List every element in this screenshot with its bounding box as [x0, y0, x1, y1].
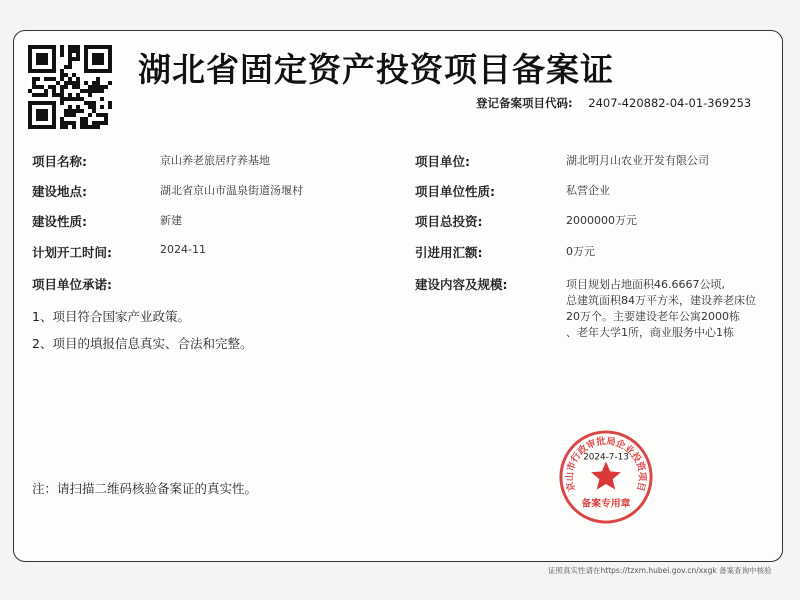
construction-nature-label: 建设性质:	[32, 214, 87, 229]
qr-code[interactable]	[28, 45, 112, 129]
scope-line: 项目规划占地面积46.6667公顷,	[566, 278, 725, 291]
location-label: 建设地点:	[32, 184, 87, 199]
registration-code-label: 登记备案项目代码:	[476, 96, 573, 110]
scope-label: 建设内容及规模:	[415, 277, 508, 292]
project-name-value: 京山养老旅居疗养基地	[160, 154, 270, 167]
footer-verification-text: 证照真实性请在https://tzxm.hubei.gov.cn/xxgk 备案查询中核验	[548, 566, 772, 575]
scope-line: 、老年大学1所，商业服务中心1栋	[566, 326, 734, 339]
commitment-item-1: 1、项目符合国家产业政策。	[32, 309, 190, 324]
unit-nature-label: 项目单位性质:	[415, 184, 495, 199]
seal-date: 2024-7-13	[583, 452, 629, 463]
project-name-label: 项目名称:	[32, 154, 87, 169]
project-unit-label: 项目单位:	[415, 154, 470, 169]
construction-nature-value: 新建	[160, 214, 182, 227]
foreign-exchange-value: 0万元	[566, 245, 595, 258]
seal-outer-text: 京山市行政审批局企业投资项目	[564, 435, 648, 493]
start-time-label: 计划开工时间:	[32, 245, 112, 260]
unit-nature-value: 私营企业	[566, 184, 610, 197]
total-investment-value: 2000000万元	[566, 214, 637, 227]
seal-bottom-text: 备案专用章	[581, 498, 631, 510]
commitment-label: 项目单位承诺:	[32, 277, 112, 292]
start-time-value: 2024-11	[160, 243, 206, 256]
registration-code-line	[476, 95, 751, 111]
certificate-card	[13, 30, 783, 562]
official-seal	[557, 428, 655, 526]
scope-line: 总建筑面积84万平方米，建设养老床位	[566, 294, 756, 307]
project-unit-value: 湖北明月山农业开发有限公司	[566, 154, 709, 167]
registration-code-value: 2407-420882-04-01-369253	[588, 96, 752, 110]
foreign-exchange-label: 引进用汇额:	[415, 245, 483, 260]
certificate-title: 湖北省固定资产投资项目备案证	[138, 50, 614, 89]
scope-text	[566, 277, 771, 341]
location-value: 湖北省京山市温泉街道汤堰村	[160, 184, 303, 197]
verification-note: 注：请扫描二维码核验备案证的真实性。	[32, 481, 258, 496]
scope-line: 20万个。主要建设老年公寓2000栋	[566, 310, 740, 323]
commitment-item-2: 2、项目的填报信息真实、合法和完整。	[32, 336, 253, 351]
total-investment-label: 项目总投资:	[415, 214, 483, 229]
